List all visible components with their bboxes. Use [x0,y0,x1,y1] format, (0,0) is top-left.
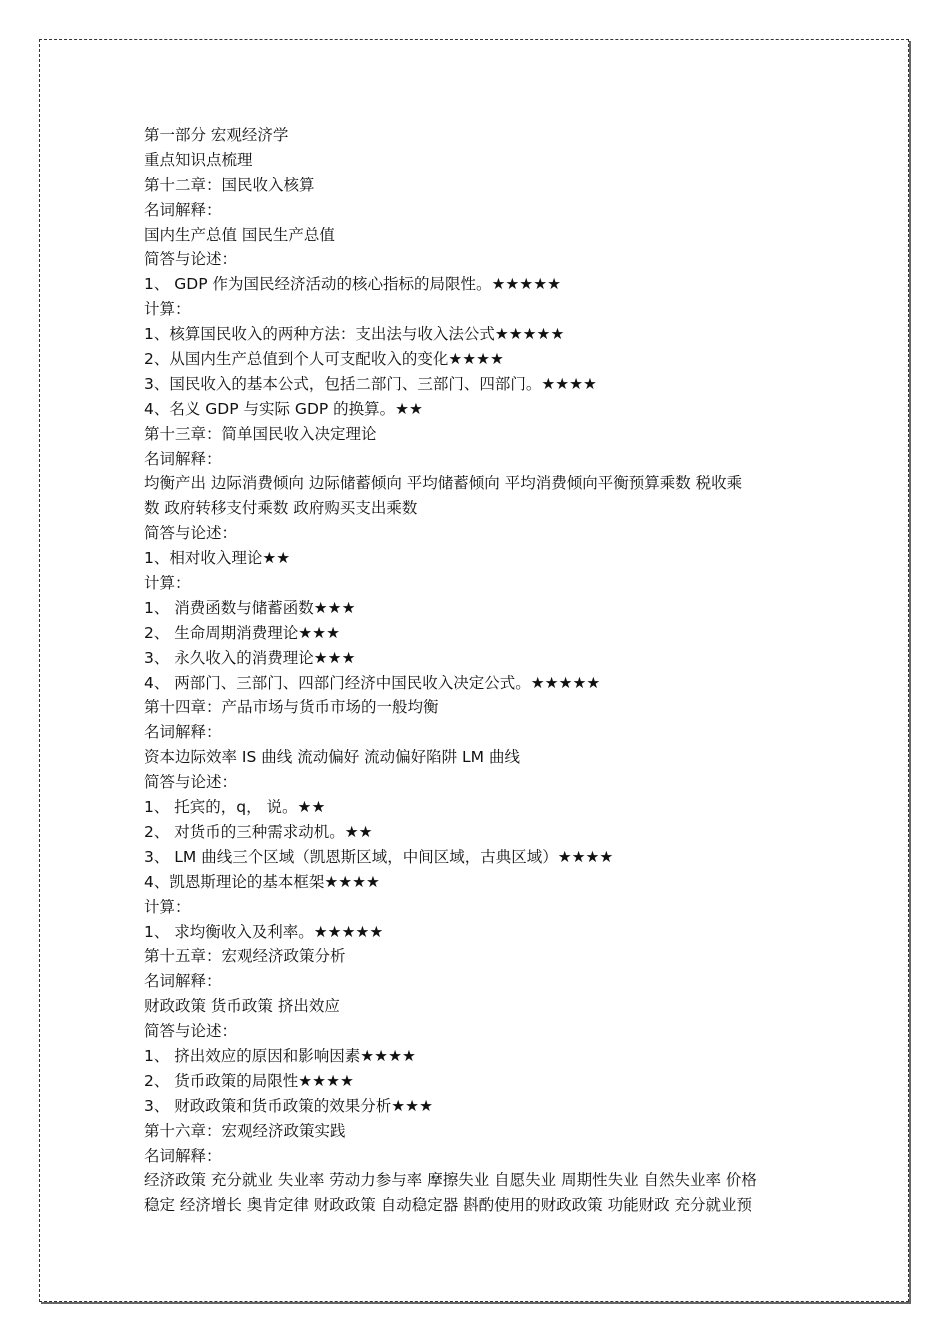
list-item: 4、名义 GDP 与实际 GDP 的换算。★★ [144,399,423,418]
short-answer-label: 简答与论述： [144,773,238,792]
list-item: 3、国民收入的基本公式，包括二部门、三部门、四部门。★★★★ [144,374,597,393]
terms-label: 名词解释： [144,1146,222,1165]
terms-label: 名词解释： [144,972,222,991]
list-item: 2、 生命周期消费理论★★★ [144,623,340,642]
short-answer-label: 简答与论述： [144,1022,238,1041]
chapter-13-heading: 第十三章：简单国民收入决定理论 [144,424,377,443]
terms-list: 经济政策 充分就业 失业率 劳动力参与率 摩擦失业 自愿失业 周期性失业 自然失业率 价格 [144,1171,757,1190]
chapter-16-heading: 第十六章：宏观经济政策实践 [144,1121,346,1140]
chapter-15-heading: 第十五章：宏观经济政策分析 [144,947,346,966]
section-subtitle: 重点知识点梳理 [144,150,253,169]
list-item: 1、 求均衡收入及利率。★★★★★ [144,922,384,941]
list-item: 3、 财政政策和货币政策的效果分析★★★ [144,1096,433,1115]
terms-label: 名词解释： [144,449,222,468]
list-item: 4、 两部门、三部门、四部门经济中国民收入决定公式。★★★★★ [144,673,601,692]
short-answer-label: 简答与论述： [144,524,238,543]
short-answer-label: 简答与论述： [144,250,238,269]
terms-label: 名词解释： [144,723,222,742]
terms-label: 名词解释： [144,200,222,219]
part-title: 第一部分 宏观经济学 [144,126,289,144]
list-item: 1、 挤出效应的原因和影响因素★★★★ [144,1046,416,1065]
list-item: 1、相对收入理论★★ [144,549,291,568]
terms-list-continued: 数 政府转移支付乘数 政府购买支出乘数 [144,499,418,518]
list-item: 1、 消费函数与储蓄函数★★★ [144,598,356,617]
list-item: 2、 货币政策的局限性★★★★ [144,1071,354,1090]
document-body [144,123,812,1218]
terms-list-continued: 稳定 经济增长 奥肯定律 财政政策 自动稳定器 斟酌使用的财政政策 功能财政 充分就业预 [144,1196,752,1215]
list-item: 3、 永久收入的消费理论★★★ [144,648,356,667]
list-item: 1、 托宾的，q， 说。★★ [144,798,326,817]
terms-list: 财政政策 货币政策 挤出效应 [144,997,340,1016]
terms-list: 资本边际效率 IS 曲线 流动偏好 流动偏好陷阱 LM 曲线 [144,748,520,767]
list-item: 1、核算国民收入的两种方法：支出法与收入法公式★★★★★ [144,325,565,344]
terms-list: 国内生产总值 国民生产总值 [144,225,335,244]
calculation-label: 计算： [144,574,191,593]
chapter-12-heading: 第十二章：国民收入核算 [144,175,315,194]
list-item: 3、 LM 曲线三个区域（凯恩斯区域，中间区域，古典区域）★★★★ [144,847,614,866]
list-item: 2、从国内生产总值到个人可支配收入的变化★★★★ [144,350,504,369]
terms-list: 均衡产出 边际消费倾向 边际储蓄倾向 平均储蓄倾向 平均消费倾向平衡预算乘数 税收乘 [144,474,743,493]
list-item: 4、凯恩斯理论的基本框架★★★★ [144,872,380,891]
chapter-14-heading: 第十四章：产品市场与货币市场的一般均衡 [144,698,439,717]
list-item: 2、 对货币的三种需求动机。★★ [144,822,373,841]
list-item: 1、 GDP 作为国民经济活动的核心指标的局限性。★★★★★ [144,275,561,294]
calculation-label: 计算： [144,300,191,319]
calculation-label: 计算： [144,897,191,916]
